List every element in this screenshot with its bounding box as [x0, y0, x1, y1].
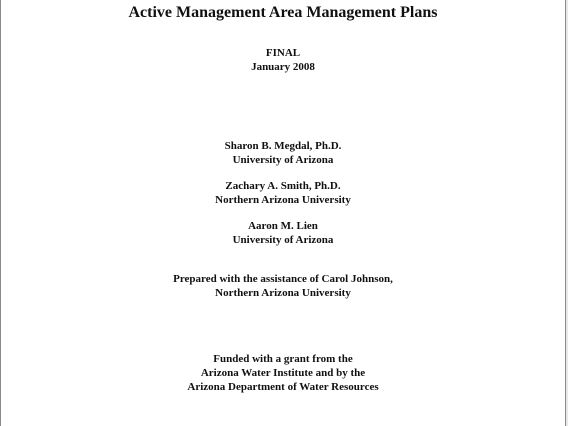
document-title: Active Management Area Management Plans [128, 4, 438, 21]
document-date: January 2008 [251, 61, 315, 73]
funding-line: Arizona Department of Water Resources [187, 381, 379, 393]
funding-line: Funded with a grant from the [213, 353, 353, 365]
author-name: Zachary A. Smith, Ph.D. [225, 180, 341, 192]
author-name: Aaron M. Lien [248, 220, 318, 232]
assistance-line: Prepared with the assistance of Carol Johnson, [173, 273, 393, 285]
author-name: Sharon B. Megdal, Ph.D. [224, 140, 342, 152]
funding-line: Arizona Water Institute and by the [200, 367, 366, 379]
author-affiliation: University of Arizona [232, 234, 334, 246]
author-affiliation: Northern Arizona University [215, 194, 351, 206]
document-status: FINAL [265, 47, 301, 59]
author-affiliation: University of Arizona [232, 154, 334, 166]
assistance-line: Northern Arizona University [215, 287, 351, 299]
